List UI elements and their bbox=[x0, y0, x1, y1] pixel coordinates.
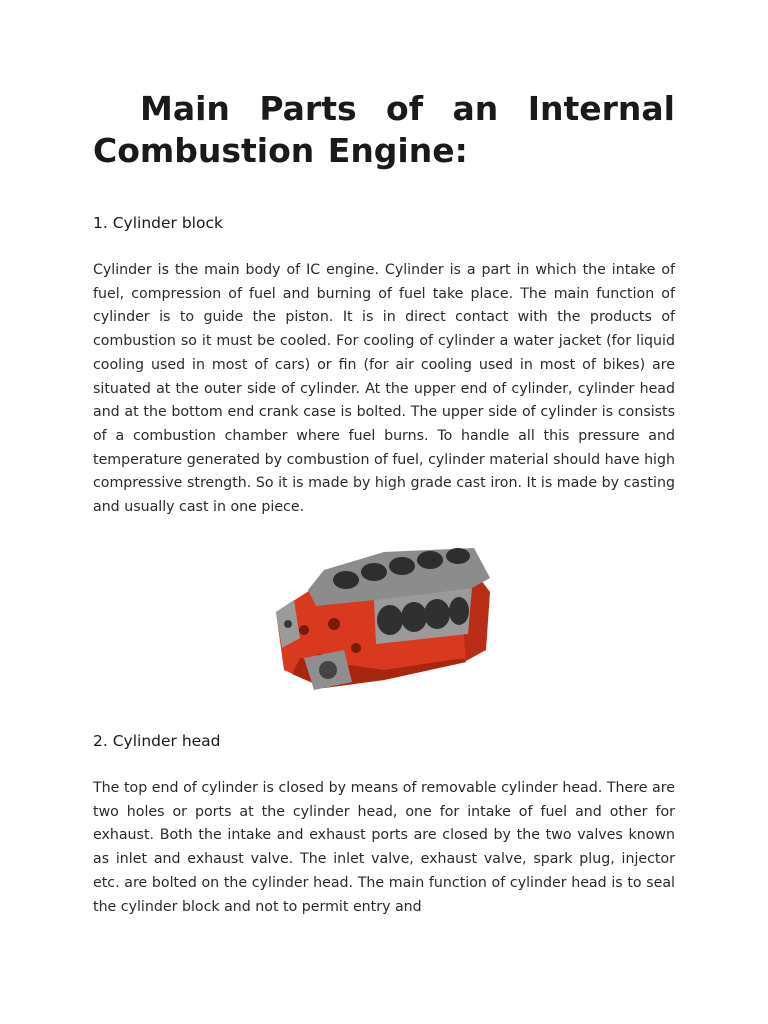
section-heading-cylinder-block: 1. Cylinder block bbox=[93, 214, 223, 232]
crank-bore bbox=[319, 661, 337, 679]
page-title: Main Parts of an Internal Combustion Engine: bbox=[93, 89, 675, 170]
section-body-cylinder-block: Cylinder is the main body of IC engine. Cylinder is a part in which the intake of fuel, compression of fuel and burning of fuel take place. The main function of cylinder is to guide the piston. It is in direct contact with the products of combustion so it must be cooled. For cooling of cylinder a water jacket (for liquid cooling used in most of cars) or fin (for air cooling used in most of bikes) are situated at the outer side of cylinder. At the upper end of cylinder, cylinder head and at the bottom end crank case is bolted. The upper side of cylinder is consists of a combustion chamber where fuel burns. To handle all this pressure and temperature generated by combustion of fuel, cylinder material should have high compressive strength. So it is made by high grade cast iron. It is made by casting and usually cast in one piece. bbox=[93, 262, 675, 516]
section-heading-cylinder-head: 2. Cylinder head bbox=[93, 732, 221, 750]
left-port bbox=[284, 620, 292, 628]
cylinder-block-image bbox=[264, 530, 504, 700]
section-body-cylinder-head: The top end of cylinder is closed by means of removable cylinder head. There are two holes or ports at the cylinder head, one for intake of fuel and other for exhaust. Both the intake and exhaust ports are closed by the two valves known as inlet and exhaust valve. The inlet valve, exhaust valve, spark plug, injector etc. are bolted on the cylinder head. The main function of cylinder head is to seal the cylinder block and not to permit entry and bbox=[93, 780, 675, 915]
